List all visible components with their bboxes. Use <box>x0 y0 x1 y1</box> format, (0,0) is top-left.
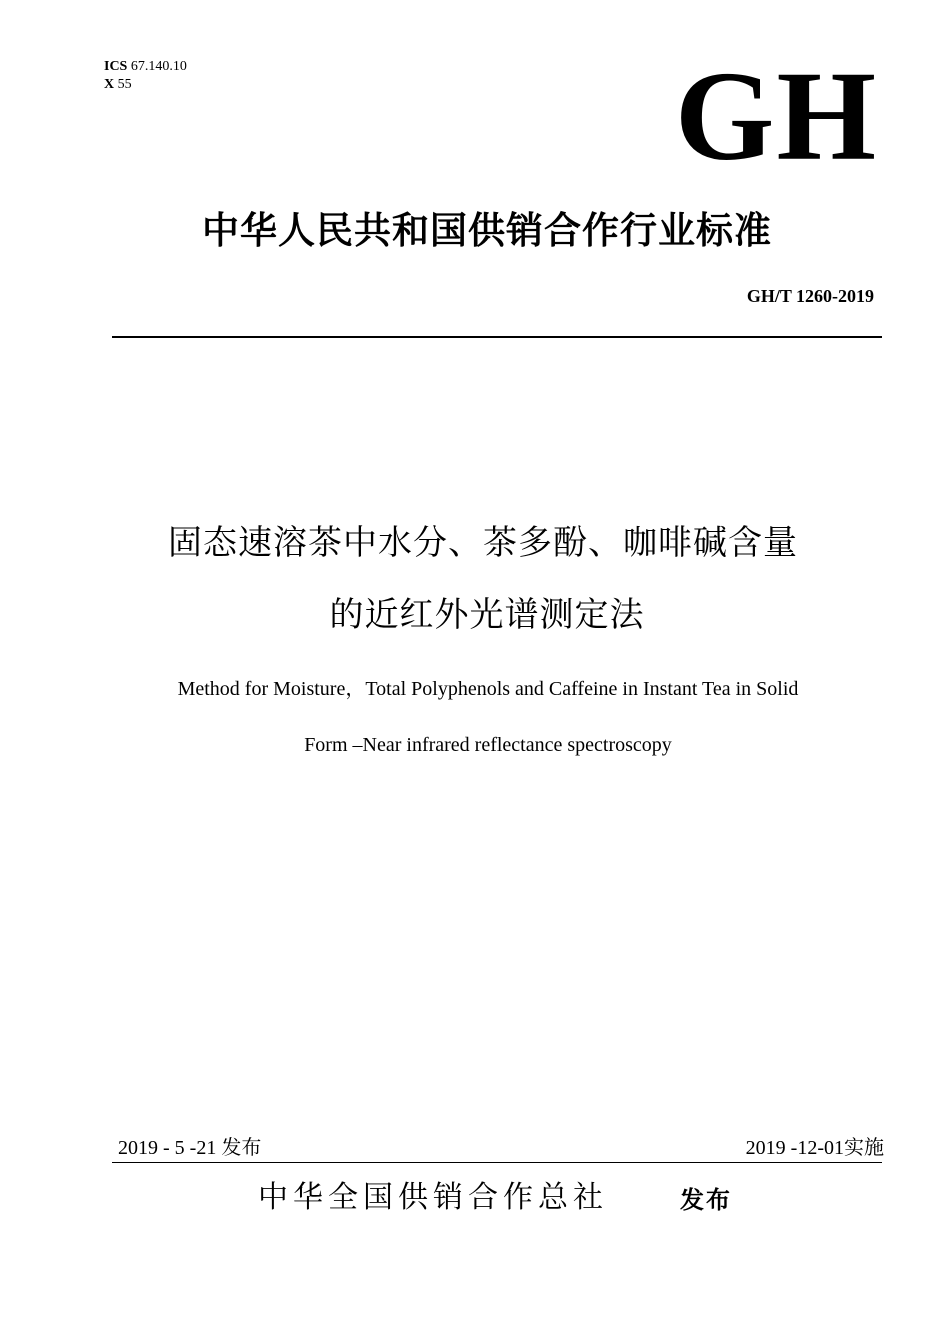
ics-label: ICS <box>104 59 128 74</box>
effective-date: 2019 -12-01 <box>745 1137 844 1159</box>
ics-classification <box>104 58 187 94</box>
issue-date-block <box>118 1134 261 1161</box>
document-title-cn-line2: 的近红外光谱测定法 <box>329 595 645 635</box>
gh-logo: GH <box>674 45 878 187</box>
class-code: 55 <box>117 77 132 92</box>
ics-code: 67.140.10 <box>130 59 187 74</box>
effective-label: 实施 <box>844 1135 884 1159</box>
effective-date-block <box>746 1134 884 1161</box>
ics-line <box>104 58 187 76</box>
document-title-en-line2: Form –Near infrared reflectance spectroscopy <box>304 734 672 756</box>
bottom-divider <box>112 1162 882 1163</box>
top-divider <box>112 336 882 338</box>
publisher-name: 中华全国供销合作总社 <box>258 1180 608 1215</box>
standard-code: GH/T 1260-2019 <box>746 286 874 306</box>
document-title-cn-line1: 固态速溶茶中水分、茶多酚、咖啡碱含量 <box>168 523 798 563</box>
class-label: X <box>104 77 115 92</box>
publisher-action: 发布 <box>680 1186 732 1214</box>
standard-type-title: 中华人民共和国供销合作行业标准 <box>202 209 772 252</box>
document-title-en-line1: Method for Moisture，Total Polyphenols and Caffeine in Instant Tea in Solid <box>177 678 799 700</box>
class-line <box>104 76 187 94</box>
issue-date: 2019 - 5 -21 <box>118 1137 217 1159</box>
issue-label: 发布 <box>221 1135 262 1159</box>
